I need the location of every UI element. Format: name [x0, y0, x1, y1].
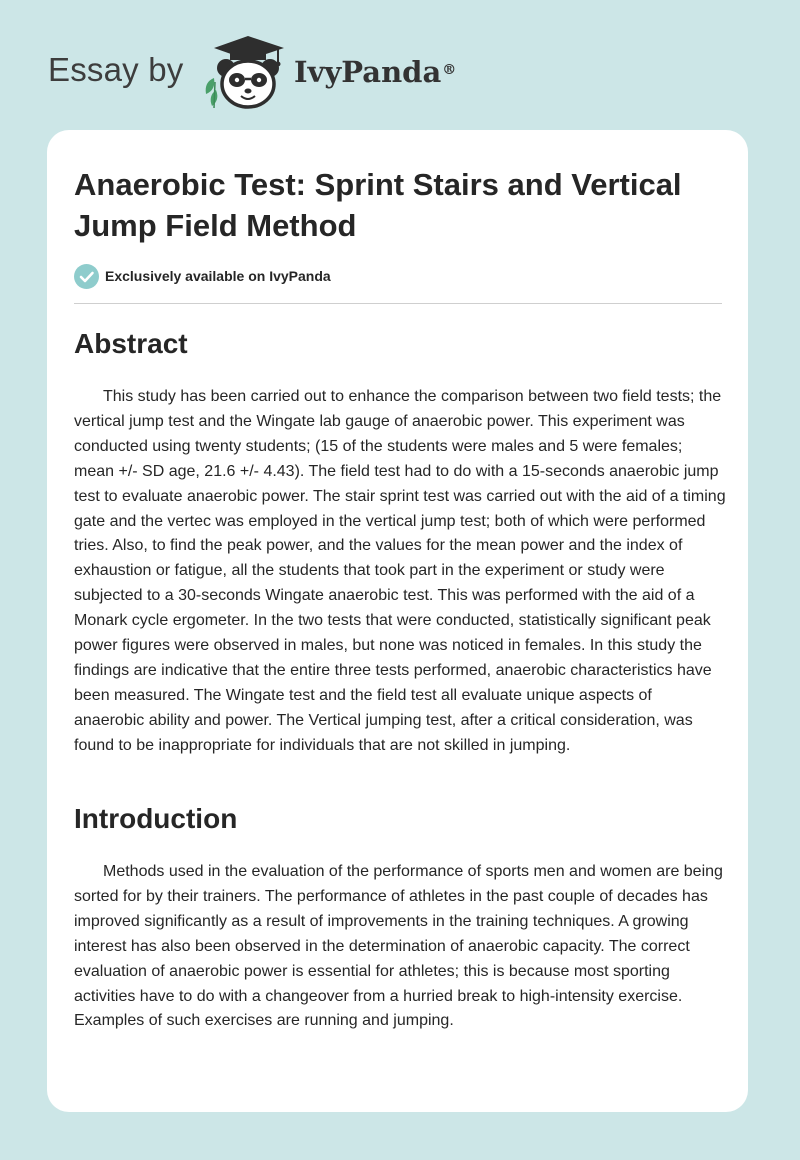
page-title: Anaerobic Test: Sprint Stairs and Vertical Jump Field Method	[74, 167, 682, 243]
section-heading-introduction: Introduction	[74, 803, 238, 834]
essay-card	[47, 130, 748, 1112]
registered-mark: ®	[442, 62, 457, 78]
section-heading-abstract: Abstract	[74, 328, 188, 359]
abstract-paragraph: This study has been carried out to enhance the comparison between two field tests; the vertical jump test and the Wingate lab gauge of anaerobic power. This experiment was conducted using twenty students; (15 of the students were males and 5 were females; mean +/- SD age, 21.6 +/- 4.43). The field test had to do with a 15-seconds anaerobic jump test to evaluate anaerobic power. The stair sprint test was carried out with the aid of a timing gate and the vertec was employed in the vertical jump test; both of which were performed tries. Also, to find the peak power, and the values for the mean power and the index of exhaustion or fatigue, all the students that took part in the experiment or study were subjected to a 30-seconds Wingate anaerobic test. This was performed with the aid of a Monark cycle ergometer. In the two tests that were conducted, statistically significant peak power figures were observed in males, but none was noticed in females. In this study the findings are indicative that the entire three tests performed, anaerobic characteristics have been measured. The Wingate test and the field test all evaluate unique aspects of anaerobic ability and power. The Vertical jumping test, after a critical consideration, was found to be inappropriate for individuals that are not skilled in jumping.	[74, 388, 726, 754]
essay-by-label: Essay by	[48, 51, 184, 88]
check-badge-icon	[74, 264, 99, 289]
introduction-section	[74, 802, 726, 1034]
brand-name: IvyPanda®	[294, 55, 457, 89]
abstract-section	[74, 327, 726, 759]
exclusive-badge	[74, 263, 331, 289]
panda-graduate-logo-icon	[202, 34, 292, 110]
introduction-paragraph: Methods used in the evaluation of the performance of sports men and women are being sorted for by their trainers. The performance of athletes in the past couple of decades has improved significantly as a result of improvements in the training techniques. A growing interest has also been observed in the determination of anaerobic capacity. The correct evaluation of anaerobic power is essential for athletes; this is because most sporting activities have to do with a changeover from a hurried break to high-intensity exercise. Examples of such exercises are running and jumping.	[74, 863, 723, 1030]
site-brand[interactable]	[48, 30, 508, 110]
exclusive-badge-text: Exclusively available on IvyPanda	[105, 268, 331, 284]
divider	[74, 303, 722, 304]
